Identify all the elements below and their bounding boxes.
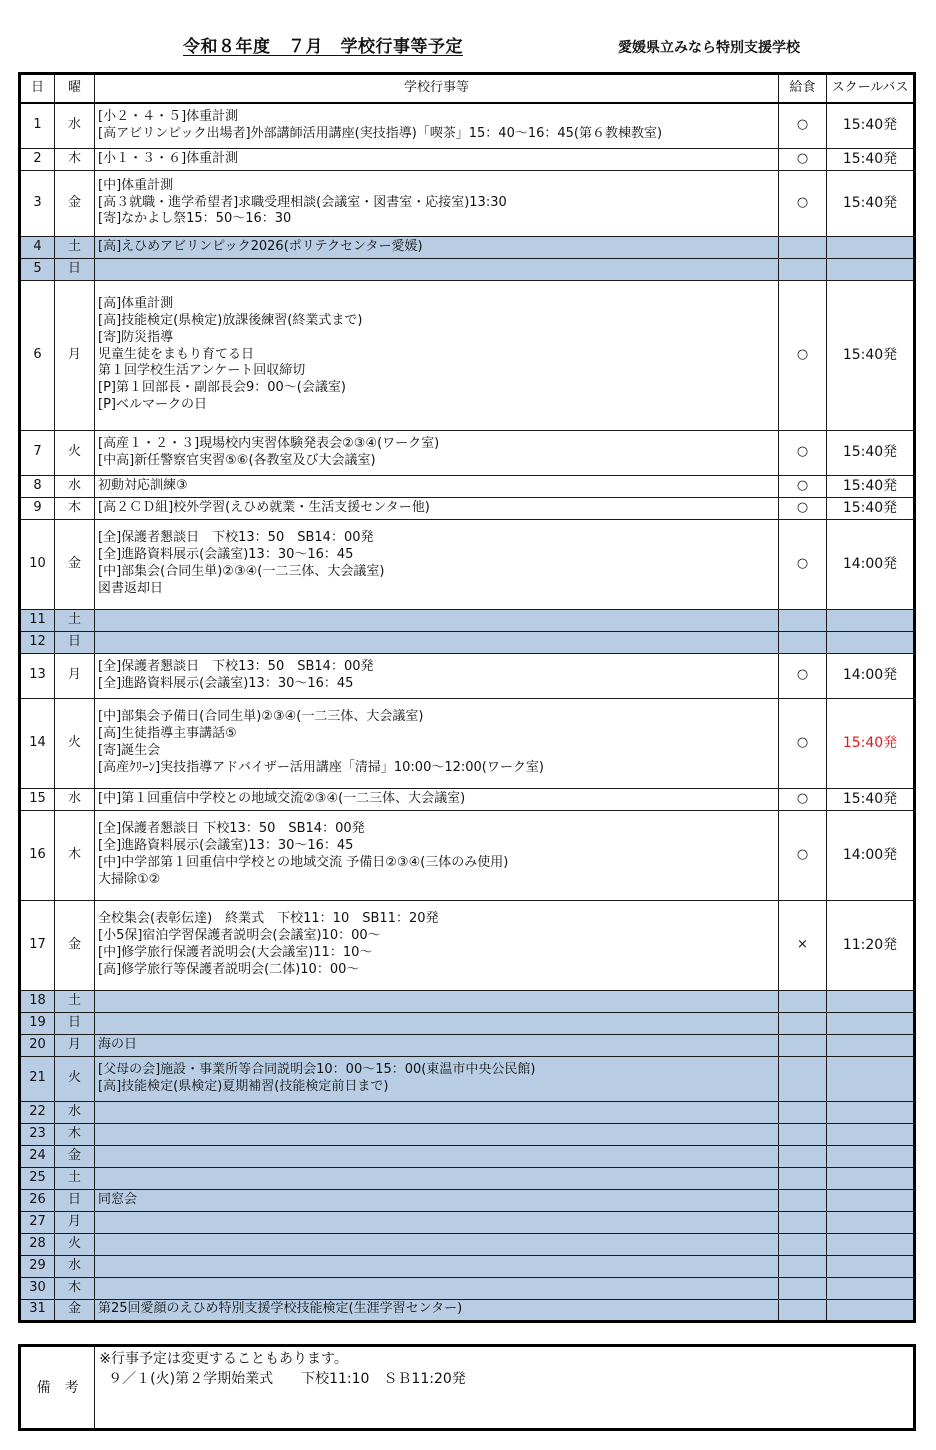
notes-table (18, 1344, 916, 1431)
bus-cell: 11:20発 (827, 900, 915, 990)
bus-cell (827, 1056, 915, 1101)
weekday-cell: 日 (55, 1189, 95, 1211)
day-cell: 16 (20, 810, 55, 900)
events-cell (95, 1056, 779, 1101)
schedule-body (20, 103, 915, 1321)
events-cell (95, 788, 779, 810)
lunch-cell (779, 1101, 827, 1123)
table-row (20, 170, 915, 236)
table-row (20, 990, 915, 1012)
event-line: [P]ベルマークの日 (98, 396, 207, 412)
lunch-cell (779, 1145, 827, 1167)
table-row (20, 1299, 915, 1321)
lunch-cell (779, 990, 827, 1012)
day-cell: 11 (20, 609, 55, 631)
table-row (20, 497, 915, 519)
day-cell: 5 (20, 258, 55, 280)
day-cell: 7 (20, 430, 55, 475)
events-cell (95, 430, 779, 475)
table-row (20, 258, 915, 280)
events-cell (95, 900, 779, 990)
day-cell: 9 (20, 497, 55, 519)
header-day: 日 (20, 74, 55, 104)
table-row (20, 609, 915, 631)
event-line: [中高]新任警察官実習⑤⑥(各教室及び大会議室) (98, 452, 376, 468)
day-cell: 25 (20, 1167, 55, 1189)
weekday-cell: 月 (55, 280, 95, 430)
event-line: [父母の会]施設・事業所等合同説明会10：00～15：00(東温市中央公民館) (98, 1061, 536, 1077)
notes-label: 備 考 (20, 1346, 95, 1430)
bus-cell (827, 1101, 915, 1123)
day-cell: 28 (20, 1233, 55, 1255)
event-line: [寄]防災指導 (98, 329, 174, 345)
event-line: [中]第１回重信中学校との地域交流②③④(一二三体、大会議室) (98, 790, 466, 806)
day-cell: 4 (20, 236, 55, 258)
weekday-cell: 金 (55, 170, 95, 236)
lunch-cell: ○ (779, 103, 827, 148)
day-cell: 27 (20, 1211, 55, 1233)
lunch-cell (779, 258, 827, 280)
lunch-cell: ○ (779, 148, 827, 170)
weekday-cell: 金 (55, 1299, 95, 1321)
day-cell: 1 (20, 103, 55, 148)
weekday-cell: 金 (55, 900, 95, 990)
notes-body (95, 1346, 915, 1430)
events-cell (95, 653, 779, 698)
bus-cell: 15:40発 (827, 788, 915, 810)
day-cell: 23 (20, 1123, 55, 1145)
event-line: [高産ｸﾘｰﾝ]実技指導アドバイザー活用講座「清掃」10:00～12:00(ワーク室) (98, 759, 544, 775)
lunch-cell (779, 1233, 827, 1255)
event-line: [全]保護者懇談日 下校13：50 SB14：00発 (98, 530, 374, 546)
weekday-cell: 水 (55, 475, 95, 497)
lunch-cell: ○ (779, 430, 827, 475)
weekday-cell: 火 (55, 698, 95, 788)
bus-cell (827, 236, 915, 258)
day-cell: 29 (20, 1255, 55, 1277)
event-line: 同窓会 (98, 1191, 138, 1207)
table-row (20, 1034, 915, 1056)
weekday-cell: 金 (55, 519, 95, 609)
table-row (20, 810, 915, 900)
table-row (20, 236, 915, 258)
events-cell (95, 280, 779, 430)
lunch-cell (779, 1012, 827, 1034)
bus-cell (827, 631, 915, 653)
weekday-cell: 土 (55, 236, 95, 258)
day-cell: 31 (20, 1299, 55, 1321)
weekday-cell: 日 (55, 258, 95, 280)
table-row (20, 900, 915, 990)
events-cell (95, 1145, 779, 1167)
table-row (20, 1233, 915, 1255)
events-cell (95, 631, 779, 653)
table-row (20, 519, 915, 609)
weekday-cell: 水 (55, 1101, 95, 1123)
day-cell: 30 (20, 1277, 55, 1299)
day-cell: 26 (20, 1189, 55, 1211)
weekday-cell: 水 (55, 103, 95, 148)
events-cell (95, 1299, 779, 1321)
events-cell (95, 519, 779, 609)
bus-cell (827, 1145, 915, 1167)
lunch-cell (779, 1056, 827, 1101)
weekday-cell: 月 (55, 1034, 95, 1056)
events-cell (95, 258, 779, 280)
lunch-cell (779, 1255, 827, 1277)
table-row (20, 1189, 915, 1211)
bus-cell: 14:00発 (827, 519, 915, 609)
day-cell: 21 (20, 1056, 55, 1101)
lunch-cell: ○ (779, 653, 827, 698)
bus-cell: 14:00発 (827, 653, 915, 698)
weekday-cell: 土 (55, 1167, 95, 1189)
lunch-cell (779, 1189, 827, 1211)
table-row (20, 148, 915, 170)
day-cell: 20 (20, 1034, 55, 1056)
event-line: [中]体重計測 (98, 177, 174, 193)
events-cell (95, 1034, 779, 1056)
event-line: [中]部集会(合同生単)②③④(一二三体、大会議室) (98, 564, 385, 579)
header-weekday: 曜 (55, 74, 95, 104)
lunch-cell: ○ (779, 497, 827, 519)
events-cell (95, 497, 779, 519)
lunch-cell (779, 1299, 827, 1321)
bus-cell: 15:40発 (827, 430, 915, 475)
lunch-cell: ○ (779, 810, 827, 900)
event-line: [全]進路資料展示(会議室)13：30～16：45 (98, 838, 354, 854)
day-cell: 6 (20, 280, 55, 430)
header-events: 学校行事等 (95, 74, 779, 104)
notes-line: ９／１(火)第２学期始業式 下校11:10 ＳＢ11:20発 (99, 1371, 466, 1387)
events-cell (95, 170, 779, 236)
table-row (20, 1211, 915, 1233)
bus-cell: 15:40発 (827, 497, 915, 519)
table-row (20, 1056, 915, 1101)
weekday-cell: 木 (55, 497, 95, 519)
bus-cell: 15:40発 (827, 170, 915, 236)
weekday-cell: 日 (55, 631, 95, 653)
day-cell: 18 (20, 990, 55, 1012)
event-line: 図書返却日 (98, 580, 164, 596)
lunch-cell: ○ (779, 698, 827, 788)
day-cell: 24 (20, 1145, 55, 1167)
event-line: [高アビリンピック出場者]外部講師活用講座(実技指導)「喫茶」15：40～16：45(第６教棟教室) (98, 125, 663, 141)
weekday-cell: 土 (55, 609, 95, 631)
events-cell (95, 1189, 779, 1211)
weekday-cell: 水 (55, 788, 95, 810)
lunch-cell (779, 1034, 827, 1056)
weekday-cell: 木 (55, 1123, 95, 1145)
events-cell (95, 236, 779, 258)
bus-cell: 14:00発 (827, 810, 915, 900)
bus-cell: 15:40発 (827, 103, 915, 148)
bus-cell (827, 258, 915, 280)
event-line: [寄]誕生会 (98, 743, 161, 758)
day-cell: 19 (20, 1012, 55, 1034)
event-line: [高]修学旅行等保護者説明会(二体)10：00～ (98, 961, 360, 977)
events-cell (95, 609, 779, 631)
events-cell (95, 1012, 779, 1034)
lunch-cell: ○ (779, 519, 827, 609)
events-cell (95, 475, 779, 497)
school-name: 愛媛県立みなら特別支援学校 (618, 40, 800, 56)
event-line: [P]第１回部長・副部長会9：00～(会議室) (98, 380, 346, 396)
bus-cell (827, 1299, 915, 1321)
event-line: [高産１・２・３]現場校内実習体験発表会②③④(ワーク室) (98, 435, 440, 451)
table-row (20, 103, 915, 148)
table-row (20, 653, 915, 698)
events-cell (95, 1255, 779, 1277)
table-row (20, 1101, 915, 1123)
day-cell: 12 (20, 631, 55, 653)
table-row (20, 1123, 915, 1145)
event-line: [中]部集会予備日(合同生単)②③④(一二三体、大会議室) (98, 709, 424, 725)
weekday-cell: 月 (55, 1211, 95, 1233)
notes-row (20, 1346, 915, 1430)
weekday-cell: 火 (55, 430, 95, 475)
events-cell (95, 1123, 779, 1145)
bus-cell (827, 1255, 915, 1277)
event-line: [全]保護者懇談日 下校13：50 SB14：00発 (98, 821, 365, 837)
page-header (0, 0, 936, 70)
day-cell: 22 (20, 1101, 55, 1123)
events-cell (95, 103, 779, 148)
event-line: [高]技能検定(県検定)放課後練習(終業式まで) (98, 313, 363, 328)
day-cell: 15 (20, 788, 55, 810)
day-cell: 10 (20, 519, 55, 609)
bus-cell (827, 1277, 915, 1299)
event-line: [全]保護者懇談日 下校13：50 SB14：00発 (98, 658, 374, 674)
bus-cell: 15:40発 (827, 280, 915, 430)
page-title: 令和８年度 ７月 学校行事等予定 (183, 37, 463, 57)
lunch-cell (779, 1167, 827, 1189)
bus-cell (827, 609, 915, 631)
lunch-cell (779, 236, 827, 258)
table-row (20, 430, 915, 475)
bus-cell (827, 990, 915, 1012)
lunch-cell: ○ (779, 475, 827, 497)
bus-cell (827, 1012, 915, 1034)
lunch-cell: ○ (779, 170, 827, 236)
weekday-cell: 火 (55, 1233, 95, 1255)
bus-cell: 15:40発 (827, 148, 915, 170)
events-cell (95, 1277, 779, 1299)
event-line: 海の日 (98, 1036, 138, 1052)
bus-cell (827, 1123, 915, 1145)
day-cell: 3 (20, 170, 55, 236)
events-cell (95, 1211, 779, 1233)
weekday-cell: 木 (55, 810, 95, 900)
events-cell (95, 1101, 779, 1123)
table-row (20, 1012, 915, 1034)
table-row (20, 1255, 915, 1277)
event-line: [全]進路資料展示(会議室)13：30～16：45 (98, 675, 354, 691)
notes-line: ※行事予定は変更することもあります。 (99, 1351, 348, 1367)
event-line: [高]技能検定(県検定)夏期補習(技能検定前日まで) (98, 1078, 389, 1094)
bus-cell: 15:40発 (827, 698, 915, 788)
table-row (20, 788, 915, 810)
weekday-cell: 火 (55, 1056, 95, 1101)
bus-cell (827, 1233, 915, 1255)
lunch-cell: × (779, 900, 827, 990)
table-row (20, 698, 915, 788)
day-cell: 13 (20, 653, 55, 698)
events-cell (95, 148, 779, 170)
weekday-cell: 日 (55, 1012, 95, 1034)
event-line: [高]えひめアビリンピック2026(ポリテクセンター愛媛) (98, 238, 423, 254)
event-line: [中]中学部第１回重信中学校との地域交流 予備日②③④(三体のみ使用) (98, 855, 509, 870)
events-cell (95, 810, 779, 900)
lunch-cell: ○ (779, 788, 827, 810)
event-line: 全校集会(表彰伝達) 終業式 下校11：10 SB11：20発 (98, 911, 439, 927)
weekday-cell: 木 (55, 1277, 95, 1299)
table-row (20, 1145, 915, 1167)
event-line: [中]修学旅行保護者説明会(大会議室)11：10～ (98, 945, 373, 960)
table-header-row (20, 74, 915, 104)
table-row (20, 475, 915, 497)
bus-cell (827, 1034, 915, 1056)
day-cell: 14 (20, 698, 55, 788)
event-line: [小5保]宿泊学習保護者説明会(会議室)10：00～ (98, 928, 381, 944)
event-line: [小２・４・５]体重計測 (98, 108, 239, 124)
event-line: [全]進路資料展示(会議室)13：30～16：45 (98, 547, 354, 563)
day-cell: 17 (20, 900, 55, 990)
day-cell: 2 (20, 148, 55, 170)
table-row (20, 1167, 915, 1189)
events-cell (95, 1167, 779, 1189)
event-line: 大掃除①② (98, 871, 161, 887)
lunch-cell (779, 1123, 827, 1145)
bus-cell: 15:40発 (827, 475, 915, 497)
event-line: [高]体重計測 (98, 296, 174, 312)
header-bus: スクールバス (827, 74, 915, 104)
schedule-table (18, 72, 916, 1323)
bus-cell (827, 1189, 915, 1211)
table-row (20, 1277, 915, 1299)
event-line: [高]生徒指導主事講話⑤ (98, 726, 237, 742)
events-cell (95, 698, 779, 788)
weekday-cell: 金 (55, 1145, 95, 1167)
events-cell (95, 990, 779, 1012)
weekday-cell: 木 (55, 148, 95, 170)
lunch-cell (779, 1211, 827, 1233)
day-cell: 8 (20, 475, 55, 497)
event-line: 第25回愛顔のえひめ特別支援学校技能検定(生涯学習センター) (98, 1301, 463, 1317)
table-row (20, 280, 915, 430)
header-lunch: 給食 (779, 74, 827, 104)
weekday-cell: 土 (55, 990, 95, 1012)
event-line: [寄]なかよし祭15：50～16：30 (98, 211, 292, 227)
event-line: [高２ＣＤ組]校外学習(えひめ就業・生活支援センター他) (98, 499, 430, 515)
lunch-cell: ○ (779, 280, 827, 430)
weekday-cell: 月 (55, 653, 95, 698)
event-line: 第１回学校生活アンケート回収締切 (98, 363, 306, 379)
lunch-cell (779, 631, 827, 653)
events-cell (95, 1233, 779, 1255)
bus-cell (827, 1167, 915, 1189)
event-line: [小１・３・６]体重計測 (98, 150, 239, 166)
weekday-cell: 水 (55, 1255, 95, 1277)
lunch-cell (779, 1277, 827, 1299)
event-line: 初動対応訓練③ (98, 477, 188, 493)
event-line: 児童生徒をまもり育てる日 (98, 346, 255, 362)
bus-cell (827, 1211, 915, 1233)
table-row (20, 631, 915, 653)
event-line: [高３就職・進学希望者]求職受理相談(会議室・図書室・応接室)13:30 (98, 194, 507, 210)
lunch-cell (779, 609, 827, 631)
